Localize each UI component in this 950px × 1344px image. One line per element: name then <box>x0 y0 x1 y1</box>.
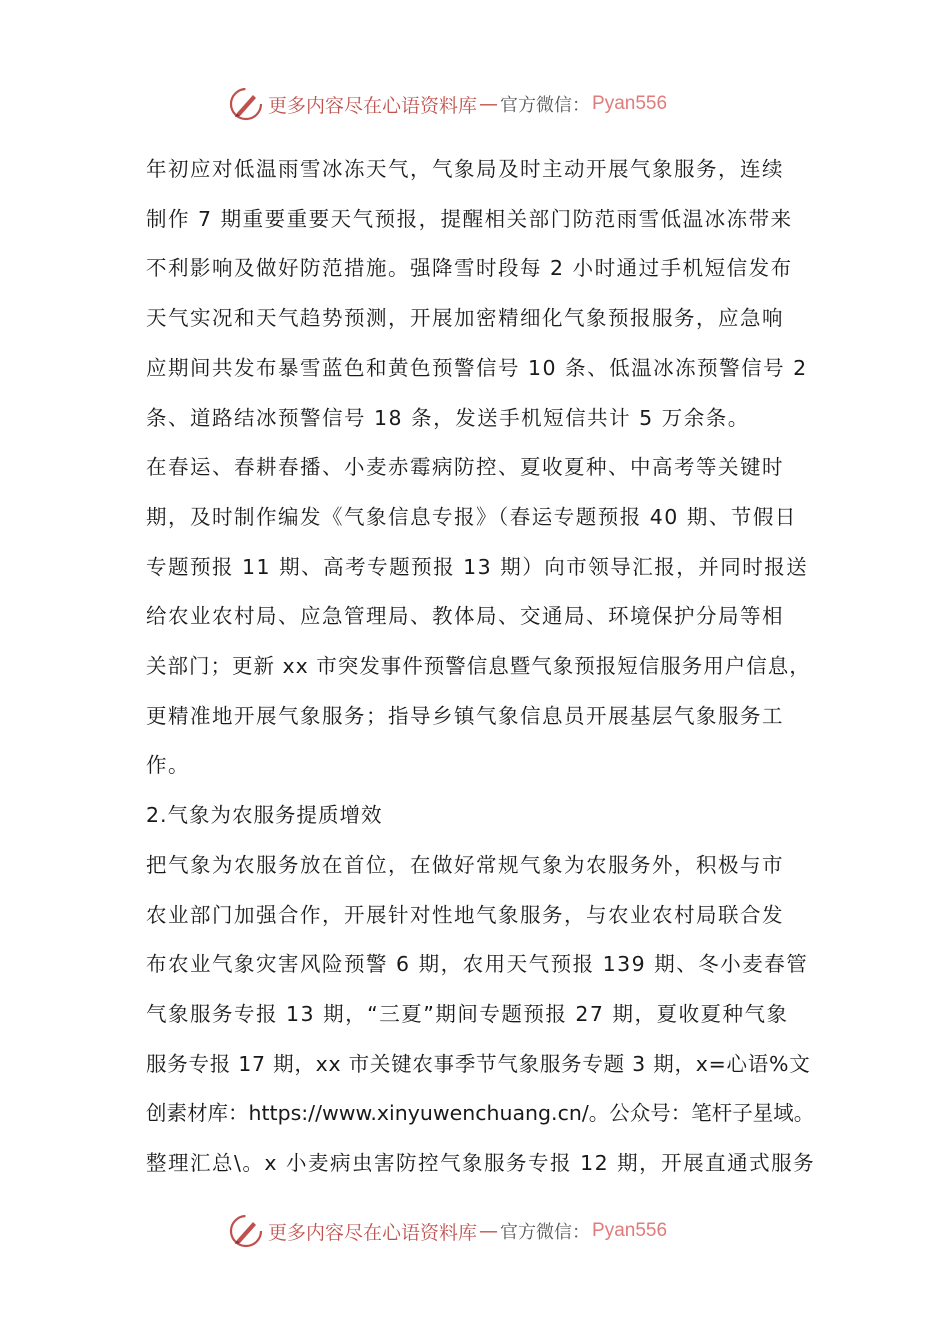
text-line: 给农业农村局、应急管理局、教体局、交通局、环境保护分局等相 <box>146 604 784 629</box>
text-line: 期，及时制作编发《气象信息专报》（春运专题预报 40 期、节假日 <box>146 504 797 529</box>
banner-site-text: 更多内容尽在心语资料库 <box>268 94 478 117</box>
footer-banner <box>228 1211 667 1251</box>
banner-site-text: 更多内容尽在心语资料库 <box>268 1221 478 1244</box>
text-line: 天气实况和天气趋势预测，开展加密精细化气象预报服务，应急响 <box>146 306 784 331</box>
text-line: 专题预报 11 期、高考专题预报 13 期）向市领导汇报，并同时报送 <box>146 554 809 579</box>
text-line: 制作 7 期重要重要天气预报，提醒相关部门防范雨雪低温冰冻带来 <box>146 206 793 231</box>
text-line: 气象服务专报 13 期，“三夏”期间专题预报 27 期，夏收夏种气象 <box>146 1001 789 1026</box>
text-line: 应期间共发布暴雪蓝色和黄色预警信号 10 条、低温冰冻预警信号 2 <box>146 355 808 380</box>
header-banner <box>228 84 667 124</box>
text-line: 把气象为农服务放在首位，在做好常规气象为农服务外，积极与市 <box>146 852 784 877</box>
banner-dash: — <box>479 93 499 115</box>
text-line: 服务专报 17 期，xx 市关键农事季节气象服务专题 3 期，x=心语%文 <box>146 1051 811 1076</box>
banner-wechat-id: Pyan556 <box>592 93 668 114</box>
banner-wechat-label: 官方微信： <box>500 1222 591 1243</box>
banner-wechat-id: Pyan556 <box>592 1220 668 1241</box>
text-line: 整理汇总\。x 小麦病虫害防控气象服务专报 12 期，开展直通式服务 <box>146 1151 816 1176</box>
text-line: 创素材库：https://www.xinyuwenchuang.cn/。公众号：笔杆子星域。 <box>146 1101 815 1126</box>
text-line: 更精准地开展气象服务；指导乡镇气象信息员开展基层气象服务工 <box>146 703 784 728</box>
text-line: 作。 <box>146 753 190 778</box>
text-line: 年初应对低温雨雪冰冻天气，气象局及时主动开展气象服务，连续 <box>146 157 784 181</box>
pen-logo-icon <box>228 86 264 122</box>
banner-wechat-label: 官方微信： <box>500 95 591 116</box>
banner-dash: — <box>479 1220 499 1242</box>
text-line: 农业部门加强合作，开展针对性地气象服务，与农业农村局联合发 <box>146 902 784 927</box>
body-text <box>146 145 818 1189</box>
text-line: 关部门；更新 xx 市突发事件预警信息暨气象预报短信服务用户信息， <box>146 654 811 679</box>
text-line: 不利影响及做好防范措施。强降雪时段每 2 小时通过手机短信发布 <box>146 256 793 281</box>
pen-logo-icon <box>228 1213 264 1249</box>
text-line: 布农业气象灾害风险预警 6 期，农用天气预报 139 期、冬小麦春管 <box>146 952 809 977</box>
section-heading: 2.气象为农服务提质增效 <box>146 803 383 828</box>
text-line: 在春运、春耕春播、小麦赤霉病防控、夏收夏种、中高考等关键时 <box>146 455 784 480</box>
text-line: 条、道路结冰预警信号 18 条，发送手机短信共计 5 万余条。 <box>146 405 750 430</box>
